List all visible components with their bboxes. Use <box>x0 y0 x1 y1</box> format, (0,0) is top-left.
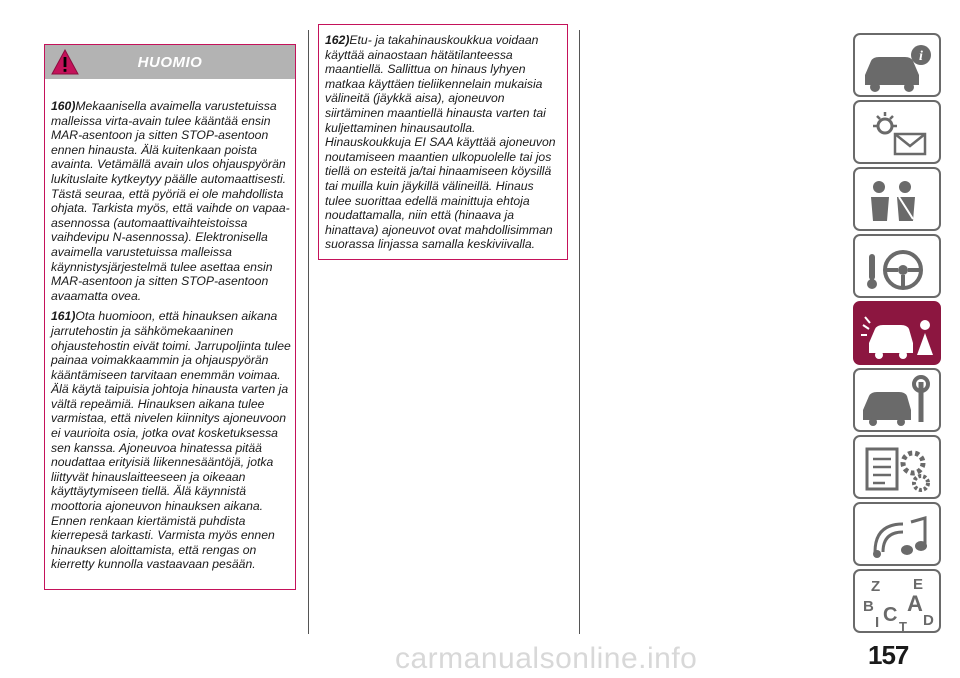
tab-in-an-emergency[interactable] <box>853 301 941 365</box>
index-letter: E <box>913 576 924 593</box>
multimedia-icon <box>855 504 943 568</box>
warning-box <box>44 44 296 590</box>
svg-text:i: i <box>919 49 923 64</box>
warning-note-162 <box>325 33 563 252</box>
index-letter: T <box>899 619 907 634</box>
index-letter: D <box>923 612 934 629</box>
tab-starting-driving[interactable] <box>853 234 941 298</box>
breakdown-emergency-icon <box>855 303 943 367</box>
note-text: Ota huomioon, että hinauksen aikana jarrutehostin ja sähkömekaaninen ohjaustehostin eivät toimi. Jarrupoljinta tulee painaa voimakkaammin ja ohjauspyörän kääntämiseen tarvitaan enemmän voimaa. Älä käytä taipuisia johtoja hinausta varten ja vältä repeämiä. Hinauksen aikana tulee varmistaa, että nivelen kiinnitys ajoneuvoon ei vaurioita osia, jotka ovat kosketuksessa sen kanssa. Ajoneuvoa hinatessa pitää noudattaa erityisiä liikennesääntöjä, jotka liittyvät hinauslaitteeseen ja oikeaan käyttäytymiseen tiellä. Älä käynnistä moottoria ajoneuvon hinauksen aikana. Ennen renkaan kiertämistä puhdista kierrepesä tarkasti. Varmista myös ennen hinauksen aloittamista, että rengas on kierretty kunnolla vastaavaan pesään. <box>51 309 291 572</box>
specifications-gears-icon <box>855 437 943 501</box>
note-text: Mekaanisella avaimella varustetuissa malleissa virta-avain tulee kääntää ensin MAR-asentoon ja sitten STOP-asentoon ennen hinausta. Älä kuitenkaan poista avainta. Vetämällä avain ulos ohjauspyörän lukituslaite kytkeytyy päälle automaattisesti. Tästä seuraa, että pyöriä ei ole mahdollista ohjata. Tarkista myös, että vaihde on vapaa-asennossa (automaattivaihteistoissa vaihdevipu N-asennossa). Elektronisella avaimella varustetuissa malleissa käynnistysjärjestelmä tulee asettaa ensin MAR-asentoon ja sitten STOP-asentoon avaamatta ovea. <box>51 99 290 303</box>
tab-maintenance[interactable] <box>853 368 941 432</box>
watermark: carmanualsonline.info <box>395 642 698 675</box>
warning-lights-icon <box>855 102 943 166</box>
tab-index[interactable] <box>853 569 941 633</box>
column-divider-left <box>308 30 309 634</box>
note-number: 161) <box>51 309 76 324</box>
steering-wheel-key-icon <box>855 236 943 300</box>
tab-safety[interactable] <box>853 167 941 231</box>
warning-title: HUOMIO <box>137 54 203 71</box>
index-letter: A <box>907 591 923 616</box>
tab-car-info[interactable] <box>853 33 941 97</box>
warning-note-160 <box>51 99 291 303</box>
page-number: 157 <box>868 640 909 670</box>
car-info-icon <box>855 35 943 99</box>
index-letter: Z <box>871 578 881 595</box>
column-divider-right <box>579 30 580 634</box>
note-number: 160) <box>51 99 76 113</box>
tab-multimedia[interactable] <box>853 502 941 566</box>
index-letter: B <box>863 598 874 615</box>
warning-note-161 <box>51 309 291 572</box>
tab-warning-lights[interactable] <box>853 100 941 164</box>
alphabetical-index-icon <box>855 571 943 635</box>
warning-text <box>51 99 291 578</box>
seatbelt-airbag-icon <box>855 169 943 233</box>
warning-box-continued <box>318 24 568 260</box>
warning-text-continued <box>325 33 563 258</box>
index-letter: C <box>883 604 898 626</box>
note-text: Etu- ja takahinauskoukkua voidaan käyttää ainaostaan hätätilanteessa maantiellä. Sallittua on hinaus lyhyen matkaa käyttäen tieliikennelain mukaisia välineitä (jäykkä aisa), ajoneuvon siirtäminen maantiellä hinausta varten tai kuljettaminen hinausautolla. Hinauskoukkuja EI SAA käyttää ajoneuvon noutamiseen maantien ulkopuolelle tai jos tiellä on esteitä ja/tai hinaamiseen köysillä tai muilla kuin jäykillä välineillä. Hinaus tulee suorittaa edellä mainittuja ehtoja noudattamalla, niin että (hinaava ja hinattava) ajoneuvot ovat mahdollisimman suorassa linjassa samalla keskiviivalla. <box>325 33 556 252</box>
note-number: 162) <box>325 33 350 47</box>
car-maintenance-wrench-icon <box>855 370 943 434</box>
index-letter: I <box>875 614 880 631</box>
warning-header <box>45 45 295 79</box>
tab-technical-data[interactable] <box>853 435 941 499</box>
